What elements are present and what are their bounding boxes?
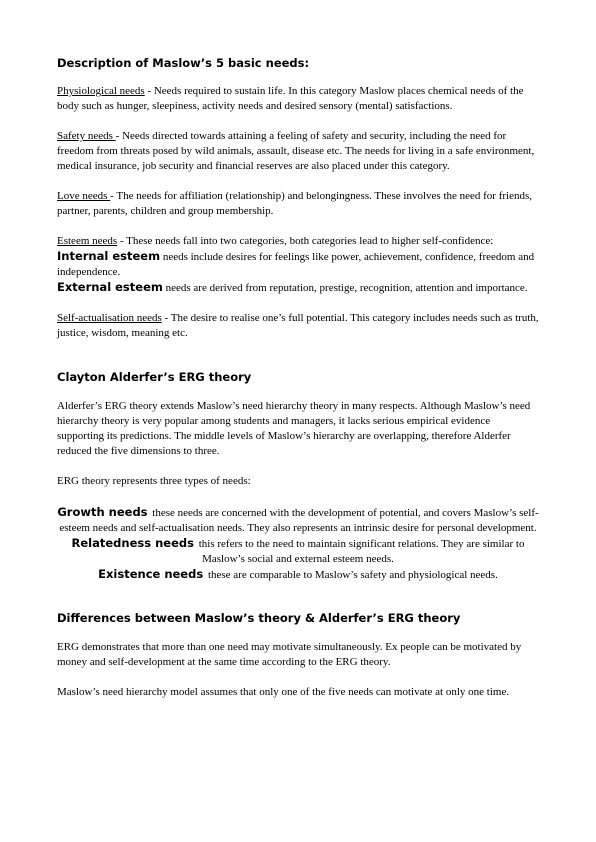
text-existence: these are comparable to Maslow’s safety and physiological needs. <box>207 569 498 581</box>
paragraph-esteem <box>57 234 539 249</box>
term-safety: Safety needs <box>57 130 116 142</box>
term-love: Love needs <box>57 190 111 202</box>
section-heading-maslow: Description of Maslow’s 5 basic needs: <box>57 56 310 70</box>
paragraph-love <box>57 189 539 219</box>
term-external-esteem: External esteem <box>57 280 163 294</box>
paragraph-safety <box>57 129 539 174</box>
text-esteem: - These needs fall into two categories, both categories lead to higher self-confidence: <box>117 235 494 247</box>
text-external-esteem: needs are derived from reputation, prestige, recognition, attention and importance. <box>165 282 528 294</box>
section-heading-erg: Clayton Alderfer’s ERG theory <box>57 370 252 384</box>
paragraph-growth <box>57 505 539 536</box>
paragraph-relatedness <box>57 536 539 567</box>
paragraph-differences-1: ERG demonstrates that more than one need may motivate simultaneously. Ex people can be motivated by money and self-development at the same time according to the ERG theory. <box>57 641 522 668</box>
paragraph-physiological <box>57 84 539 114</box>
paragraph-internal-esteem <box>57 249 539 280</box>
text-self-actualisation: - The desire to realise one’s full potential. This category includes needs such as truth, justice, wisdom, meaning etc. <box>57 312 539 339</box>
text-physiological: - Needs required to sustain life. In this category Maslow places chemical needs of the body such as hunger, sleepiness, activity needs and desired sensory (mental) satisfactions. <box>57 85 524 112</box>
paragraph-erg-types: ERG theory represents three types of needs: <box>57 475 251 487</box>
term-existence: Existence needs <box>98 567 204 581</box>
section-heading-differences: Differences between Maslow’s theory & Alderfer’s ERG theory <box>57 611 461 625</box>
document-body <box>57 50 539 700</box>
paragraph-differences-2: Maslow’s need hierarchy model assumes that only one of the five needs can motivate at only one time. <box>57 686 510 698</box>
paragraph-existence <box>57 567 539 583</box>
term-self-actualisation: Self-actualisation needs <box>57 312 162 324</box>
term-growth: Growth needs <box>57 505 148 519</box>
paragraph-self-actualisation <box>57 311 539 341</box>
term-relatedness: Relatedness needs <box>71 536 194 550</box>
paragraph-external-esteem <box>57 280 539 296</box>
term-physiological: Physiological needs <box>57 85 145 97</box>
paragraph-erg-intro: Alderfer’s ERG theory extends Maslow’s need hierarchy theory in many respects. Although Maslow’s need hierarchy theory is very popular among students and managers, it lacks serious empirical evidence supporting its predictions. The middle levels of Maslow’s hierarchy are overlapping, therefore Alderfer reduced the five dimensions to three. <box>57 400 531 457</box>
text-love: - The needs for affiliation (relationship) and belongingness. These involves the need for friends, partner, parents, children and group membership. <box>57 190 533 217</box>
term-esteem: Esteem needs <box>57 235 118 247</box>
text-safety: - Needs directed towards attaining a feeling of safety and security, including the need for freedom from threats posed by wild animals, assault, disease etc. The needs for living in a safe environment, medical insurance, job security and financial reserves are also placed under this category. <box>57 130 535 172</box>
term-internal-esteem: Internal esteem <box>57 249 161 263</box>
text-relatedness: this refers to the need to maintain significant relations. They are similar to Maslow’s social and external esteem needs. <box>198 538 525 565</box>
text-internal-esteem: needs include desires for feelings like power, achievement, confidence, freedom and independence. <box>57 251 535 278</box>
text-growth: these needs are concerned with the development of potential, and covers Maslow’s self-esteem needs and self-actualisation needs. They also represents an intrinsic desire for personal development. <box>59 507 539 534</box>
